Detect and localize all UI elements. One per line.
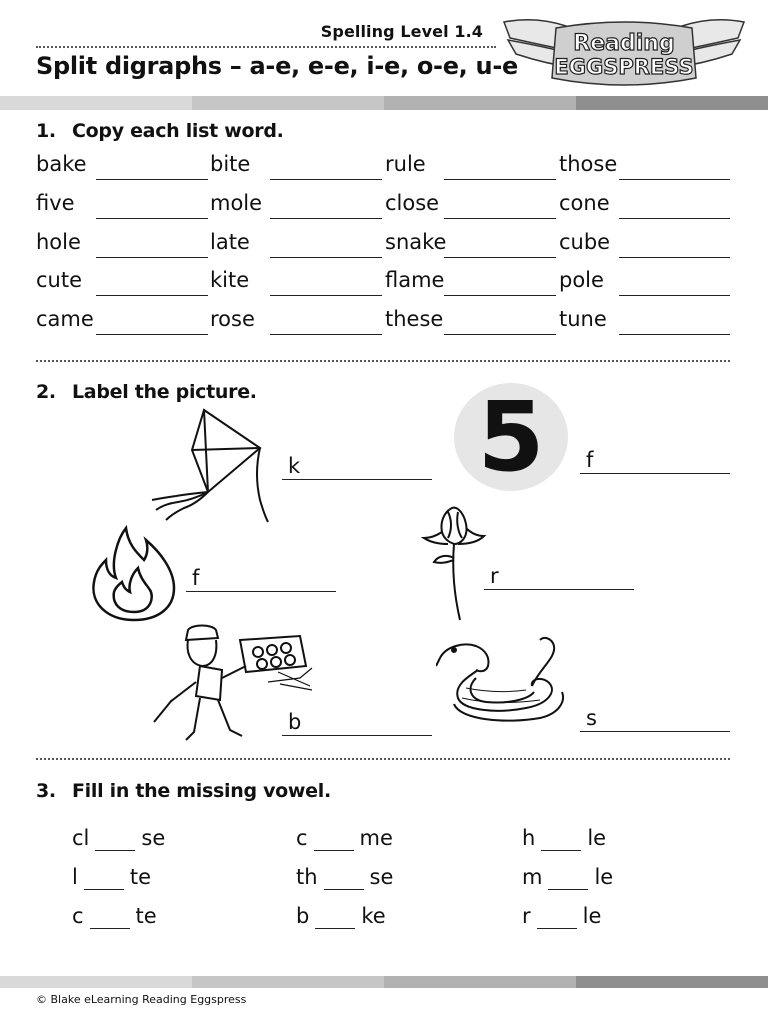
word-end: se: [369, 865, 394, 889]
list-word: these: [385, 307, 444, 331]
fire-picture: [88, 524, 180, 624]
word-end: le: [587, 826, 607, 850]
number-five-text: 5: [477, 381, 545, 493]
list-word-cell: [210, 228, 382, 258]
copy-write-line[interactable]: [270, 334, 382, 335]
missing-vowel-item: [296, 826, 393, 851]
list-word: pole: [559, 268, 604, 292]
header-divider: [36, 46, 496, 48]
list-word-cell: [385, 228, 556, 258]
list-word-cell: [385, 150, 556, 180]
copyright: © Blake eLearning Reading Eggspress: [36, 993, 247, 1006]
label-fire[interactable]: [186, 560, 336, 592]
vowel-blank[interactable]: [541, 826, 581, 851]
word-end: me: [359, 826, 393, 850]
copy-write-line[interactable]: [96, 179, 208, 180]
copy-write-line[interactable]: [270, 179, 382, 180]
missing-vowel-item: [522, 904, 601, 929]
list-word-cell: [559, 150, 730, 180]
word-end: se: [141, 826, 166, 850]
kite-picture: [148, 404, 272, 526]
word-end: te: [135, 904, 157, 928]
list-word: rose: [210, 307, 255, 331]
vowel-blank[interactable]: [548, 865, 588, 890]
word-start: r: [522, 904, 531, 928]
word-start: th: [296, 865, 318, 889]
word-start: c: [296, 826, 308, 850]
list-word: flame: [385, 268, 445, 292]
word-end: te: [129, 865, 151, 889]
list-word-cell: [210, 150, 382, 180]
copy-write-line[interactable]: [619, 179, 730, 180]
copy-write-line[interactable]: [444, 334, 556, 335]
label-write-line[interactable]: [282, 479, 432, 480]
copy-write-line[interactable]: [619, 218, 730, 219]
list-word-cell: [36, 228, 208, 258]
section1-divider: [36, 360, 730, 362]
list-word: bake: [36, 152, 87, 176]
list-word: snake: [385, 230, 447, 254]
list-word: hole: [36, 230, 81, 254]
missing-vowel-item: [296, 865, 393, 890]
logo-line2: EGGSPRESS: [554, 55, 694, 79]
missing-vowel-item: [522, 826, 606, 851]
list-word-cell: [559, 305, 730, 335]
list-word-cell: [36, 305, 208, 335]
vowel-blank[interactable]: [84, 865, 124, 890]
list-word: mole: [210, 191, 263, 215]
word-start: l: [72, 865, 78, 889]
label-letter: f: [192, 566, 200, 590]
copy-write-line[interactable]: [270, 257, 382, 258]
list-word: tune: [559, 307, 607, 331]
vowel-blank[interactable]: [95, 826, 135, 851]
label-baker[interactable]: [282, 704, 432, 736]
label-five[interactable]: [580, 442, 730, 474]
word-start: b: [296, 904, 310, 928]
missing-vowel-item: [72, 865, 151, 890]
vowel-blank[interactable]: [537, 904, 577, 929]
copy-write-line[interactable]: [96, 334, 208, 335]
word-end: le: [582, 904, 602, 928]
spelling-level: Spelling Level 1.4: [320, 22, 483, 41]
copy-write-line[interactable]: [96, 218, 208, 219]
missing-vowel-item: [72, 826, 165, 851]
list-word-cell: [385, 189, 556, 219]
page-title: Split digraphs – a-e, e-e, i-e, o-e, u-e: [36, 52, 518, 80]
copy-write-line[interactable]: [270, 218, 382, 219]
list-word: cone: [559, 191, 610, 215]
list-word-cell: [36, 189, 208, 219]
word-end: le: [594, 865, 614, 889]
list-word-cell: [385, 305, 556, 335]
list-word: those: [559, 152, 618, 176]
word-end: ke: [361, 904, 386, 928]
list-word: close: [385, 191, 440, 215]
label-letter: k: [288, 454, 301, 478]
label-letter: r: [490, 564, 499, 588]
section3-heading: 3. Fill in the missing vowel.: [36, 780, 331, 802]
label-snake[interactable]: [580, 700, 730, 732]
copy-write-line[interactable]: [619, 257, 730, 258]
section1-heading: 1. Copy each list word.: [36, 120, 284, 142]
label-write-line[interactable]: [484, 589, 634, 590]
list-word-cell: [385, 266, 556, 296]
copy-write-line[interactable]: [96, 295, 208, 296]
section2-heading: 2. Label the picture.: [36, 381, 257, 403]
copy-write-line[interactable]: [444, 218, 556, 219]
copy-write-line[interactable]: [96, 257, 208, 258]
gray-band: [0, 96, 768, 110]
vowel-blank[interactable]: [314, 826, 354, 851]
copy-write-line[interactable]: [619, 295, 730, 296]
word-start: cl: [72, 826, 90, 850]
copy-write-line[interactable]: [444, 179, 556, 180]
word-start: c: [72, 904, 84, 928]
label-kite[interactable]: [282, 448, 432, 480]
list-word: kite: [210, 268, 250, 292]
label-write-line[interactable]: [580, 473, 730, 474]
missing-vowel-item: [522, 865, 613, 890]
list-word-cell: [36, 266, 208, 296]
label-rose[interactable]: [484, 558, 634, 590]
copy-write-line[interactable]: [270, 295, 382, 296]
vowel-blank[interactable]: [90, 904, 130, 929]
label-letter: f: [586, 448, 594, 472]
missing-vowel-item: [296, 904, 386, 929]
logo-line1: Reading: [573, 31, 675, 56]
list-word-cell: [559, 266, 730, 296]
label-write-line[interactable]: [580, 731, 730, 732]
copy-write-line[interactable]: [444, 295, 556, 296]
label-letter: s: [586, 706, 597, 730]
list-word-cell: [559, 228, 730, 258]
word-start: h: [522, 826, 536, 850]
snake-picture: [436, 628, 566, 728]
list-word-cell: [210, 189, 382, 219]
list-word: late: [210, 230, 250, 254]
list-word: cute: [36, 268, 83, 292]
footer-band: [0, 976, 768, 988]
vowel-blank[interactable]: [315, 904, 355, 929]
list-word: cube: [559, 230, 611, 254]
list-word-cell: [36, 150, 208, 180]
reading-eggspress-logo: [496, 12, 752, 92]
label-letter: b: [288, 710, 302, 734]
list-word: came: [36, 307, 94, 331]
section2-divider: [36, 758, 730, 760]
label-write-line[interactable]: [282, 735, 432, 736]
word-start: m: [522, 865, 543, 889]
list-word-cell: [559, 189, 730, 219]
list-word: rule: [385, 152, 426, 176]
list-word-cell: [210, 266, 382, 296]
copy-write-line[interactable]: [444, 257, 556, 258]
copy-write-line[interactable]: [619, 334, 730, 335]
missing-vowel-item: [72, 904, 157, 929]
vowel-blank[interactable]: [324, 865, 364, 890]
list-word: five: [36, 191, 75, 215]
label-write-line[interactable]: [186, 591, 336, 592]
list-word-cell: [210, 305, 382, 335]
list-word: bite: [210, 152, 251, 176]
rose-picture: [418, 498, 488, 622]
